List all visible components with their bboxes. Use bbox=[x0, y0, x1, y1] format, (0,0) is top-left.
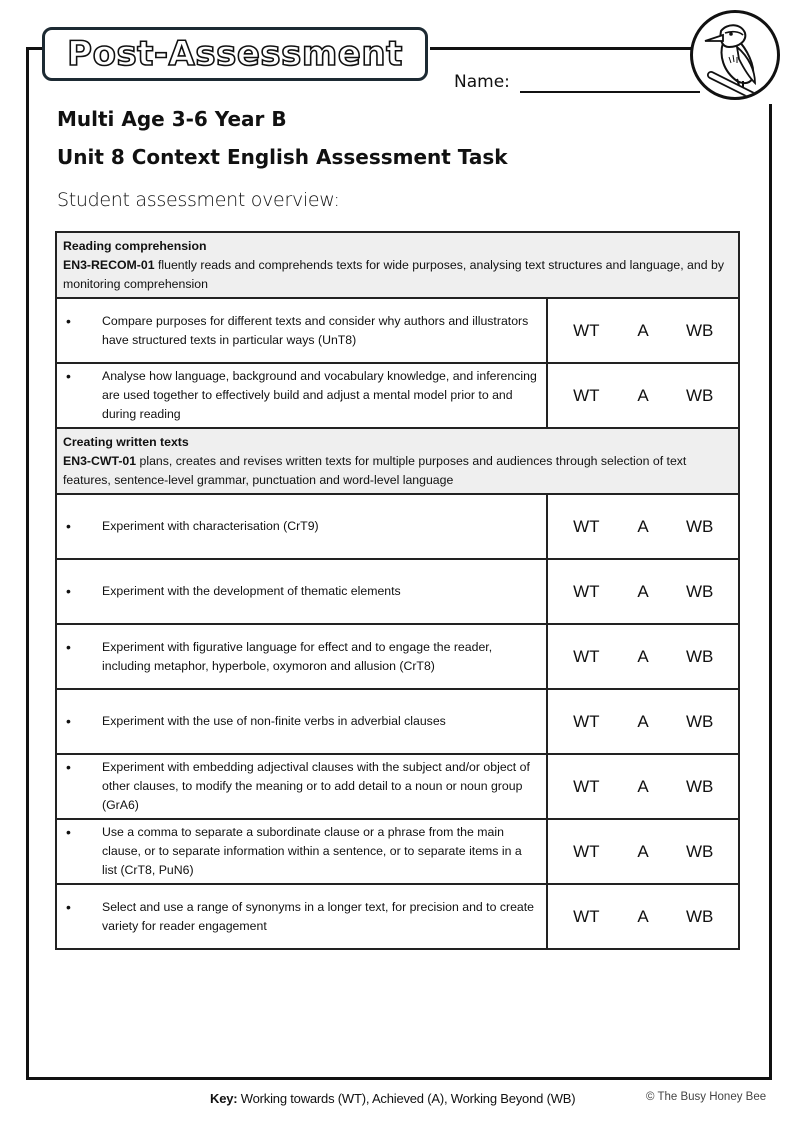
criterion-text: Compare purposes for different texts and consider why authors and illustrators have structured texts in particular ways (UnT8) bbox=[102, 313, 529, 347]
table-row bbox=[56, 884, 739, 949]
criterion-text: Use a comma to separate a subordinate clause or a phrase from the main clause, or to separate information within a sentence, or to separate items in a list (CrT8, PuN6) bbox=[102, 825, 522, 877]
criterion-text: Experiment with the use of non-finite verbs in adverbial clauses bbox=[102, 714, 446, 728]
rating-wb[interactable]: WB bbox=[685, 385, 714, 405]
bullet-icon: • bbox=[66, 759, 71, 775]
table-row bbox=[56, 819, 739, 884]
rating-a[interactable]: A bbox=[637, 906, 649, 926]
frame-border-bottom bbox=[26, 1077, 772, 1080]
rating-wb[interactable]: WB bbox=[685, 646, 714, 666]
table-row bbox=[56, 754, 739, 819]
rating-wb[interactable]: WB bbox=[685, 841, 714, 861]
subheading-overview: Student assessment overview: bbox=[57, 189, 340, 211]
key-text: Working towards (WT), Achieved (A), Working Beyond (WB) bbox=[237, 1091, 576, 1106]
frame-border-top-right bbox=[430, 47, 692, 50]
frame-border-left bbox=[26, 47, 29, 1080]
kookaburra-logo-icon bbox=[690, 10, 780, 100]
table-row bbox=[56, 624, 739, 689]
outcome-code: EN3-CWT-01 bbox=[63, 454, 137, 468]
rating-wb[interactable]: WB bbox=[685, 711, 714, 731]
table-row bbox=[56, 363, 739, 428]
criterion-text: Experiment with embedding adjectival clauses with the subject and/or object of other clauses, to modify the meaning or to add detail to a noun or noun group (GrA6) bbox=[102, 760, 530, 812]
page-title: Post-Assessment bbox=[67, 34, 403, 74]
bullet-icon: • bbox=[66, 518, 71, 534]
bullet-icon: • bbox=[66, 713, 71, 729]
outcome-code: EN3-RECOM-01 bbox=[63, 258, 155, 272]
rating-a[interactable]: A bbox=[637, 841, 649, 861]
rating-wt[interactable]: WT bbox=[573, 711, 600, 731]
name-field[interactable] bbox=[520, 91, 700, 93]
criterion-text: Experiment with figurative language for effect and to engage the reader, including metaphor, hyperbole, oxymoron and allusion (CrT8) bbox=[102, 639, 493, 673]
heading-unit: Unit 8 Context English Assessment Task bbox=[57, 145, 508, 169]
section-header-reading bbox=[56, 232, 739, 298]
criterion-text: Experiment with characterisation (CrT9) bbox=[102, 519, 319, 533]
copyright-notice: © The Busy Honey Bee bbox=[646, 1091, 767, 1103]
bullet-icon: • bbox=[66, 312, 71, 329]
rating-a[interactable]: A bbox=[637, 581, 649, 601]
bullet-icon: • bbox=[66, 638, 71, 655]
rating-a[interactable]: A bbox=[637, 516, 649, 536]
rating-a[interactable]: A bbox=[637, 711, 649, 731]
bullet-icon: • bbox=[66, 368, 71, 384]
rating-a[interactable]: A bbox=[637, 385, 649, 405]
table-row bbox=[56, 689, 739, 754]
outcome-description: plans, creates and revises written texts for multiple purposes and audiences through selection of text features, sentence-level grammar, punctuation and word-level language bbox=[63, 454, 687, 487]
rating-wt[interactable]: WT bbox=[573, 385, 600, 405]
bullet-icon: • bbox=[66, 824, 71, 840]
assessment-table bbox=[55, 231, 740, 950]
table-row bbox=[56, 559, 739, 624]
outcome-description: fluently reads and comprehends texts for wide purposes, analysing text structures and language, and by monitoring comprehension bbox=[63, 258, 724, 291]
table-row bbox=[56, 494, 739, 559]
rating-wb[interactable]: WB bbox=[685, 776, 714, 796]
criterion-text: Select and use a range of synonyms in a longer text, for precision and to create variety for reader engagement bbox=[102, 899, 535, 933]
bullet-icon: • bbox=[66, 898, 71, 915]
table-row bbox=[56, 298, 739, 363]
rating-wb[interactable]: WB bbox=[685, 906, 714, 926]
rating-wb[interactable]: WB bbox=[685, 581, 714, 601]
bullet-icon: • bbox=[66, 583, 71, 599]
rating-wb[interactable]: WB bbox=[685, 516, 714, 536]
section-title: Reading comprehension bbox=[63, 239, 207, 253]
rating-wt[interactable]: WT bbox=[573, 320, 600, 340]
criterion-text: Experiment with the development of thematic elements bbox=[102, 584, 401, 598]
key-label: Key: bbox=[210, 1091, 238, 1106]
heading-grade: Multi Age 3-6 Year B bbox=[57, 107, 287, 131]
section-header-writing bbox=[56, 428, 739, 494]
rating-wt[interactable]: WT bbox=[573, 516, 600, 536]
rating-wt[interactable]: WT bbox=[573, 776, 600, 796]
rating-wt[interactable]: WT bbox=[573, 906, 600, 926]
criterion-text: Analyse how language, background and vocabulary knowledge, and inferencing are used together to effectively build and adjust a mental model prior to and during reading bbox=[102, 369, 537, 421]
title-banner bbox=[42, 27, 428, 81]
rating-a[interactable]: A bbox=[637, 776, 649, 796]
rating-wt[interactable]: WT bbox=[573, 646, 600, 666]
rating-a[interactable]: A bbox=[637, 646, 649, 666]
rating-wt[interactable]: WT bbox=[573, 841, 600, 861]
rating-wt[interactable]: WT bbox=[573, 581, 600, 601]
name-label: Name: bbox=[454, 72, 510, 92]
frame-border-right bbox=[769, 104, 772, 1080]
section-title: Creating written texts bbox=[63, 435, 189, 449]
footer-key bbox=[210, 1091, 575, 1106]
rating-a[interactable]: A bbox=[637, 320, 649, 340]
rating-wb[interactable]: WB bbox=[685, 320, 714, 340]
